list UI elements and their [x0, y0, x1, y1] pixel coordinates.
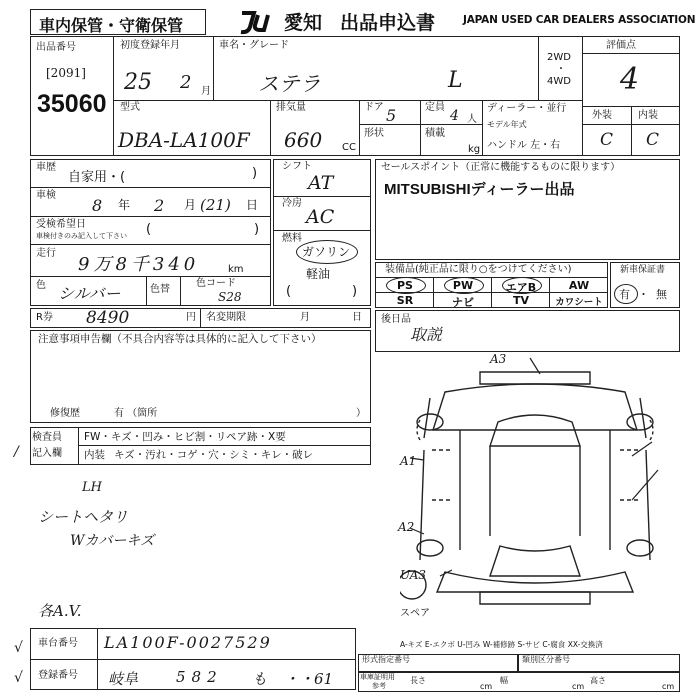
selling-points-label: セールスポイント（正常に機能するものに限ります）	[381, 162, 621, 173]
garage-ref: 参考	[372, 682, 386, 690]
equipment-item: PS	[397, 279, 413, 292]
doors-label: ドア	[364, 102, 384, 113]
inspection-day-unit: 日	[246, 198, 259, 212]
mileage-label: 走行	[36, 248, 56, 259]
fuel-label: 燃料	[282, 233, 302, 244]
class-number-label: 類別区分番号	[522, 655, 570, 664]
car-damage-diagram	[400, 350, 680, 620]
engine-value: 660	[284, 128, 323, 152]
garage-label: 車庫証明用	[360, 673, 395, 681]
exterior-label: 外装	[592, 110, 612, 121]
lot-label: 出品番号	[36, 42, 76, 53]
name-change-month: 月	[300, 312, 310, 323]
garage-width-cm: cm	[572, 682, 585, 691]
first-registration-year: 25	[124, 70, 152, 95]
equipment-item: SR	[396, 294, 414, 307]
inspector-row-2-label: 内装	[84, 449, 105, 461]
lot-sub-number: [2091]	[46, 66, 86, 80]
diagram-mark-top: A3	[490, 352, 507, 366]
equipment-label: 装備品(純正品に限り○をつけてください)	[385, 264, 572, 275]
inspector-label-1: 検査員	[32, 432, 62, 443]
storage-label-box	[30, 9, 206, 35]
equipment-item: TV	[512, 294, 530, 307]
name-change-day: 日	[352, 312, 362, 323]
first-registration-month-unit: 月	[201, 86, 211, 97]
inspection-year-unit: 年	[118, 198, 131, 212]
mileage-unit: km	[228, 264, 244, 275]
fuel-gasoline: ガソリン	[302, 245, 351, 259]
inspection-month: 2	[154, 196, 165, 215]
history-close: )	[252, 166, 258, 181]
recycle-unit: 円	[186, 312, 196, 323]
interior-label: 内装	[638, 110, 658, 121]
vehicle-name-label: 車名・グレード	[219, 40, 289, 51]
name-change-label: 名変期限	[206, 312, 246, 323]
vehicle-name: ステラ	[258, 72, 321, 96]
handle-label: ハンドル 左・右	[487, 140, 561, 151]
handwritten-note-1: LH	[82, 480, 102, 495]
repair-value: 有 （箇所	[114, 408, 158, 419]
logo-text: 愛知	[284, 13, 323, 34]
recycle-label: R券	[36, 312, 53, 323]
equipment-item: ナビ	[452, 296, 474, 309]
inspection-year: 8	[92, 196, 103, 215]
first-registration-month: 2	[180, 72, 192, 93]
warranty-no: 無	[656, 288, 667, 301]
drive-2wd: 2WD	[547, 52, 571, 63]
post-date-value: 取説	[410, 325, 443, 344]
garage-box	[358, 672, 680, 692]
handwritten-note-2: シートヘタリ	[38, 508, 129, 526]
inspection-day: (21)	[200, 196, 231, 214]
mileage-value: 9万8千340	[78, 254, 200, 275]
shape-label: 形状	[364, 128, 384, 139]
color-label: 色	[36, 280, 46, 291]
equipment-item: エアB	[505, 281, 537, 294]
vehicle-grade: L	[448, 68, 463, 93]
reception-note: 車検付きのみ記入して下さい	[36, 232, 127, 240]
selling-points-block	[375, 159, 680, 260]
damage-legend: A-キズ E-エクボ U-凹み W-補修跡 S-サビ C-腐食 XX-交換済	[400, 640, 603, 649]
history-value: 自家用・(	[68, 170, 126, 185]
drive-dot: ・	[556, 64, 566, 75]
diagram-mark-left-1: A1	[400, 454, 417, 468]
capacity-unit: 人	[467, 114, 477, 125]
inspector-row-1: FW・キズ・凹み・ヒビ割・リペア跡・X要	[84, 431, 286, 443]
garage-length: 長さ	[410, 676, 426, 685]
inspection-label: 車検	[36, 190, 56, 201]
color-code: S28	[218, 290, 242, 304]
capacity-label: 定員	[425, 102, 445, 113]
margin-check-1: /	[14, 444, 19, 460]
registration-number: ・・61	[284, 670, 334, 688]
diagram-mark-bottom: UA3	[400, 568, 427, 582]
shift-label: シフト	[282, 161, 312, 172]
notes-label: 注意事項申告欄（不具合内容等は具体的に記入して下さい）	[38, 333, 322, 345]
warranty-dot: ・	[638, 288, 649, 301]
interior-grade: C	[646, 130, 660, 150]
engine-label: 排気量	[276, 102, 306, 113]
recycle-value: 8490	[86, 308, 130, 328]
reception-close: )	[254, 222, 260, 237]
registration-region: 岐阜	[108, 670, 139, 688]
chassis-value: LA100F-0027529	[104, 633, 272, 652]
registration-label: 登録番号	[38, 670, 78, 681]
type-number-label: 形式指定番号	[362, 655, 410, 664]
rating-score: 4	[620, 62, 640, 97]
inspector-label-2: 記入欄	[32, 448, 62, 459]
registration-kana: も	[252, 670, 268, 688]
reception-label: 受検希望日	[36, 219, 86, 230]
warranty-yes: 有	[619, 288, 630, 301]
garage-height-cm: cm	[662, 682, 675, 691]
load-unit: kg	[468, 144, 481, 155]
exterior-grade: C	[600, 130, 614, 150]
garage-height: 高さ	[590, 676, 606, 685]
history-label: 車歴	[36, 162, 56, 173]
garage-width: 幅	[500, 676, 508, 685]
ac-label: 冷房	[282, 198, 302, 209]
spare-label: スペア	[400, 608, 430, 619]
handwritten-note-4: 各A.V.	[38, 602, 82, 620]
load-label: 積載	[425, 128, 445, 139]
form-title: 出品申込書	[340, 13, 436, 34]
engine-unit: CC	[342, 142, 356, 153]
color-value: シルバー	[58, 284, 121, 303]
margin-check-2: √	[14, 640, 23, 656]
inspector-row-2: キズ・汚れ・コゲ・穴・シミ・キレ・破レ	[114, 449, 314, 461]
equipment-item: カワシート	[555, 297, 603, 308]
shift-value: AT	[308, 172, 334, 194]
registration-class: 582	[176, 668, 223, 686]
model-year-label: モデル年式	[487, 120, 527, 129]
repair-label: 修復歴	[50, 408, 80, 419]
ac-value: AC	[306, 206, 335, 228]
capacity-value: 4	[450, 108, 459, 124]
association-name: JAPAN USED CAR DEALERS ASSOCIATION	[463, 14, 696, 26]
color-code-label: 色コード	[196, 278, 236, 289]
fuel-open: (	[286, 284, 292, 299]
ju-logo	[236, 9, 280, 35]
ju-logo-icon	[236, 9, 280, 35]
repair-close: ）	[356, 408, 366, 419]
handwritten-note-3: Wカバーキズ	[70, 533, 155, 549]
storage-label: 車内保管・守衛保管	[39, 16, 184, 35]
lot-number: 35060	[37, 90, 107, 118]
chassis-label: 車台番号	[38, 638, 78, 649]
model-value: DBA-LA100F	[118, 128, 250, 152]
garage-length-cm: cm	[480, 682, 493, 691]
dealer-import-label: ディーラー・並行	[487, 103, 567, 114]
post-date-label: 後日品	[381, 314, 411, 325]
inspection-month-unit: 月	[184, 198, 197, 212]
warranty-label: 新車保証書	[620, 265, 666, 275]
equipment-item: AW	[568, 279, 590, 292]
margin-check-3: √	[14, 670, 23, 686]
equipment-item: PW	[452, 279, 474, 292]
fuel-diesel: 軽油	[306, 267, 331, 281]
diagram-mark-left-2: A2	[398, 520, 415, 534]
rating-label: 評価点	[606, 40, 636, 51]
fuel-close: )	[352, 284, 358, 299]
reception-open: (	[146, 222, 152, 237]
model-label: 型式	[120, 102, 140, 113]
color-swap-label: 色替	[150, 284, 170, 295]
first-registration-label: 初度登録年月	[120, 40, 180, 51]
doors-value: 5	[386, 106, 397, 125]
drive-4wd: 4WD	[547, 76, 571, 87]
selling-points-text: MITSUBISHIディーラー出品	[384, 181, 575, 198]
